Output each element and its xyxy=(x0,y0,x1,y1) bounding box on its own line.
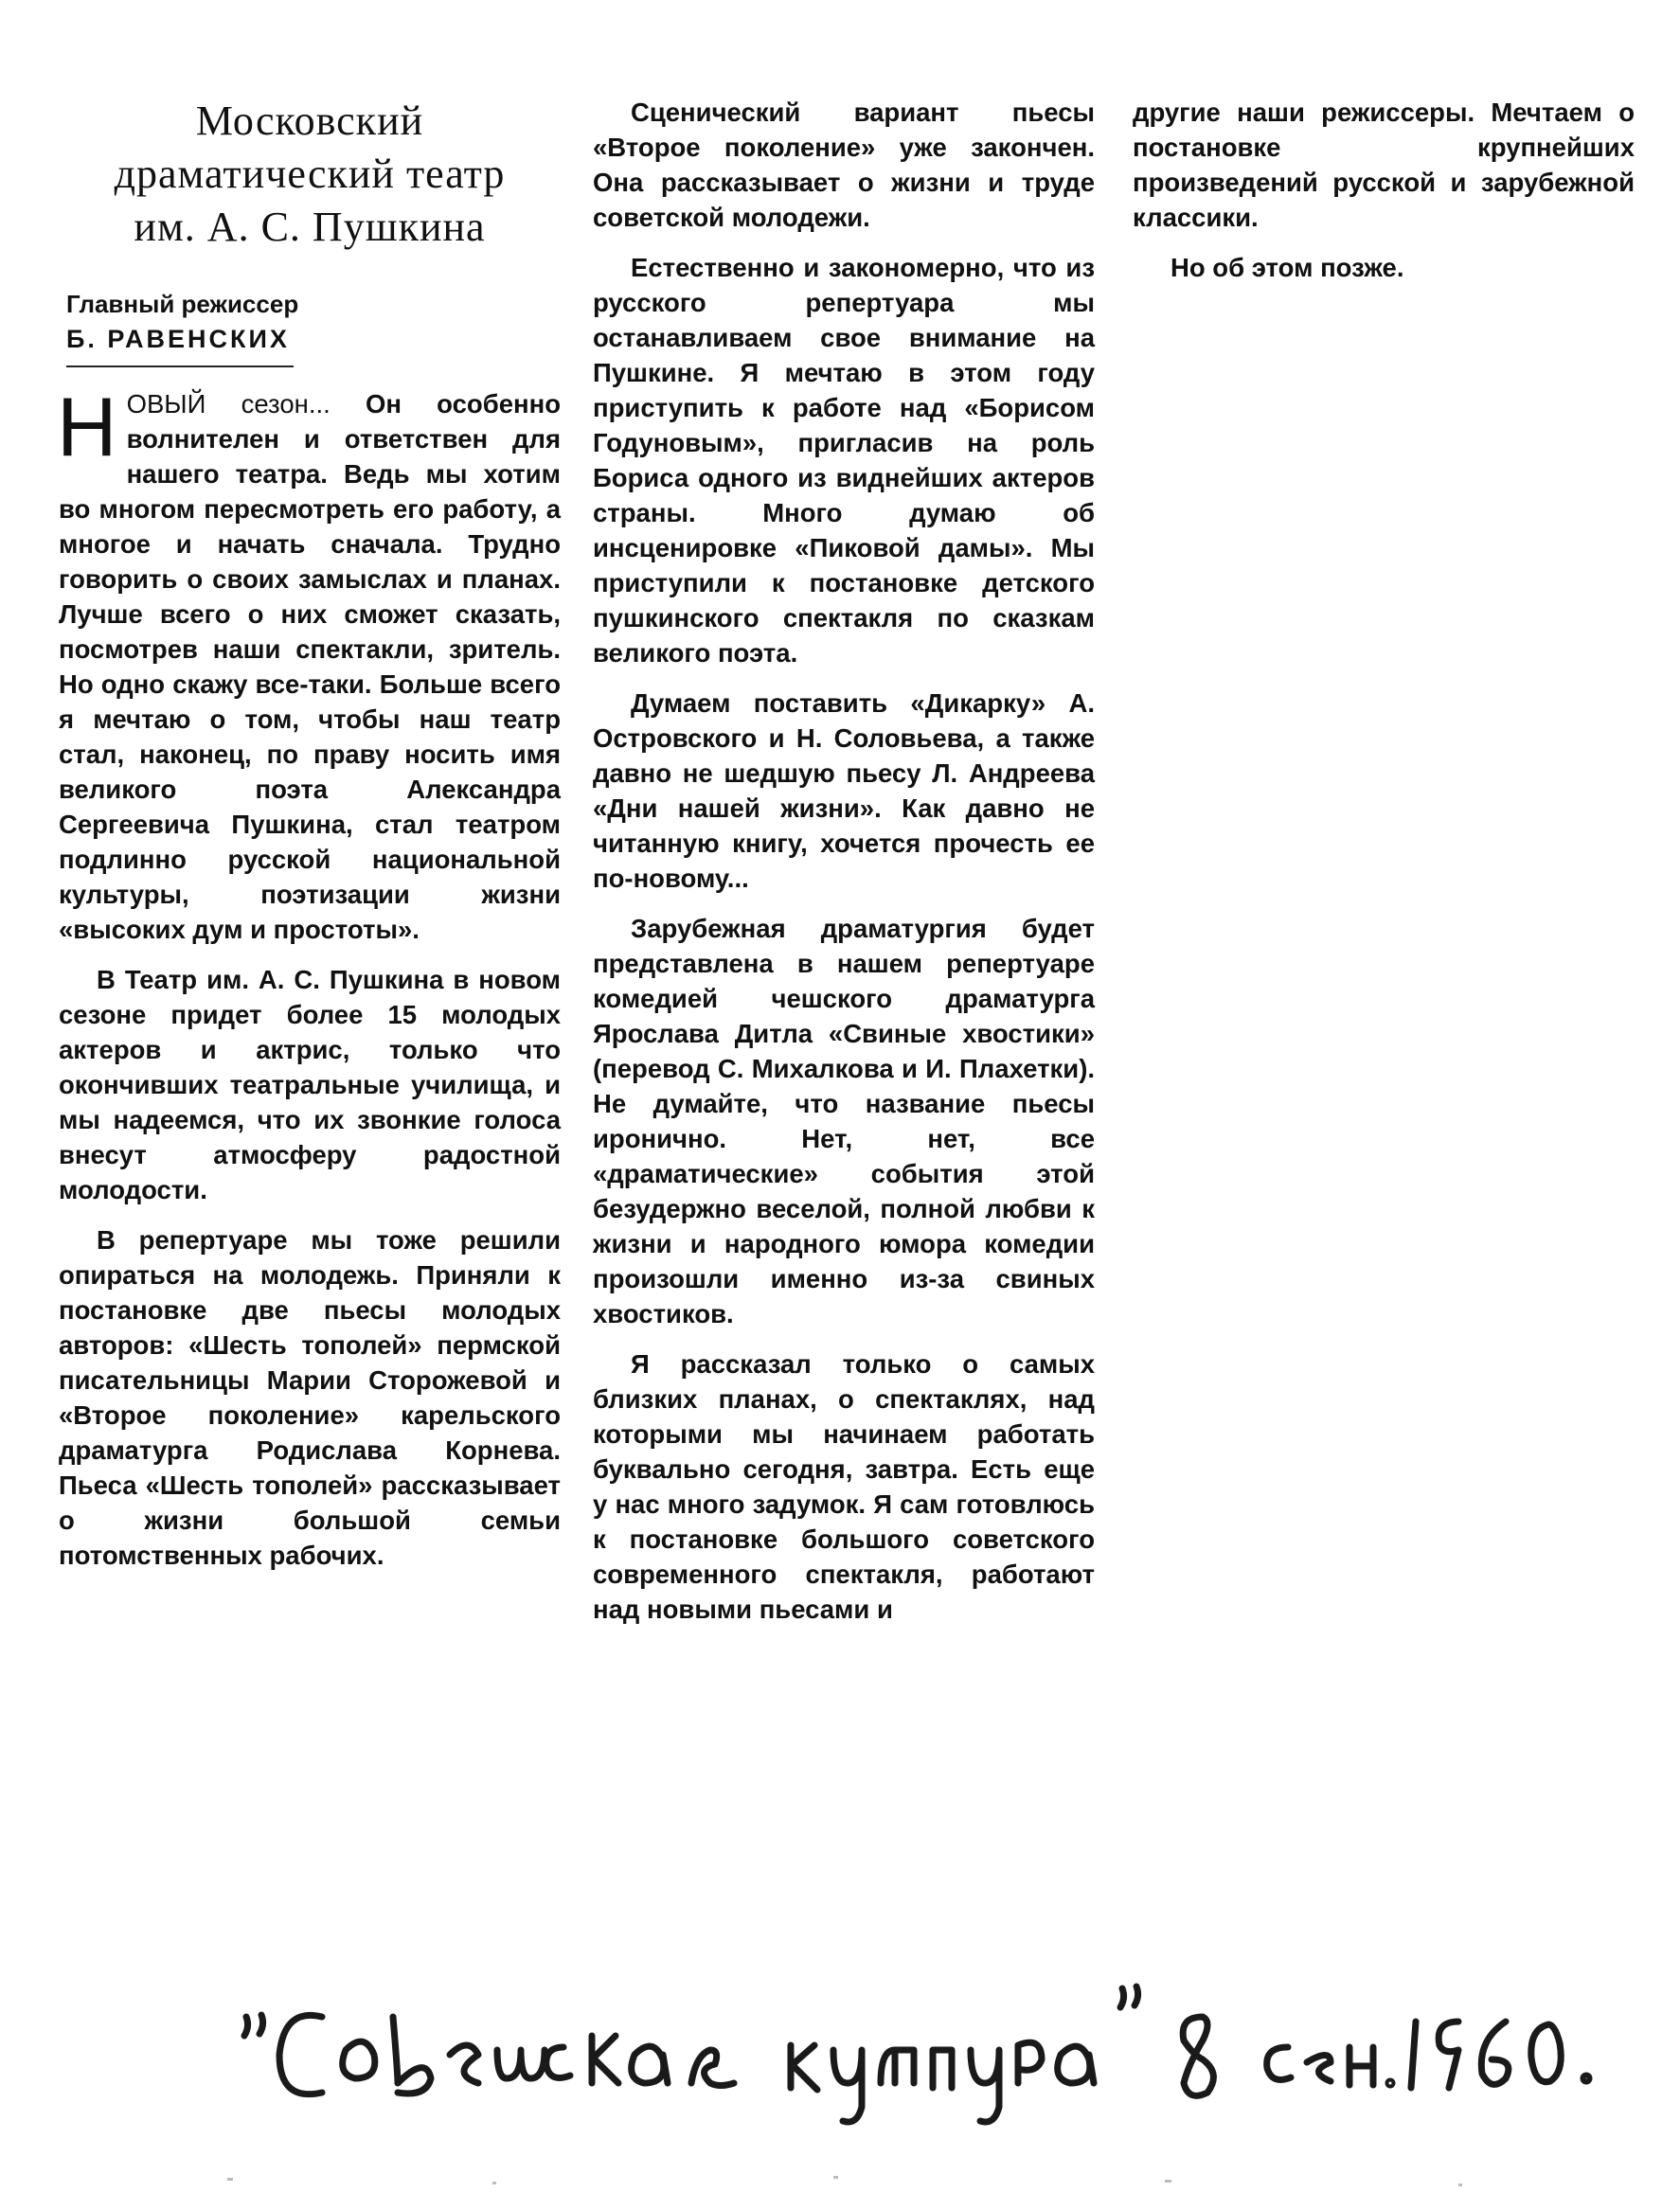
paragraph: Сценический вариант пьесы «Второе поколение» уже закончен. Она рассказывает о жизни и труде советской молодежи. xyxy=(593,98,1095,232)
paragraph: другие наши режиссеры. Мечтаем о постановке крупнейших произведений русской и зарубежной классики. xyxy=(1133,98,1635,232)
lead-text: Он особенно волнителен и ответствен для нашего театра. Ведь мы хотим во многом пересмотреть его работу, а многое и начать сначала. Трудно говорить о своих замыслах и планах. Лучше всего о них сможет сказать, посмотрев наши спектакли, зритель. Но одно скажу все-таки. Больше всего я мечтаю о том, чтобы наш театр стал, наконец, по праву носить имя великого поэта Александра Сергеевича Пушкина, стал театром подлинно русской национальной культуры, поэтизации жизни «высоких дум и простоты». xyxy=(59,389,562,944)
title-line: драматический театр xyxy=(114,151,506,197)
byline-divider xyxy=(66,365,294,367)
paragraph: Думаем поставить «Дикарку» А. Островского и Н. Соловьева, а также давно не шедшую пьесу Л. Андреева «Дни нашей жизни». Как давно не читанную книгу, хочется прочесть ее по-новому... xyxy=(593,688,1095,893)
drop-cap: Н xyxy=(57,380,117,473)
lead-start: ОВЫЙ сезон... xyxy=(126,389,331,419)
handwritten-source-note xyxy=(237,1979,1610,2140)
lead-paragraph xyxy=(57,380,562,947)
byline-role: Главный режиссер xyxy=(66,290,299,318)
column-1 xyxy=(59,95,561,1588)
column-2 xyxy=(593,95,1095,1642)
title-line: Московский xyxy=(195,98,424,144)
column-3 xyxy=(1133,95,1635,300)
title-line: им. А. С. Пушкина xyxy=(134,204,486,250)
article-title xyxy=(59,95,561,254)
paragraph: В репертуаре мы тоже решили опираться на молодежь. Приняли к постановке две пьесы молодых авторов: «Шесть тополей» пермской писательницы Марии Сторожевой и «Второе поколение» карельского драматурга Родислава Корнева. Пьеса «Шесть тополей» рассказывает о жизни большой семьи потомственных рабочих. xyxy=(59,1225,561,1570)
scan-noise xyxy=(0,2168,1680,2197)
paragraph: Естественно и закономерно, что из русского репертуара мы останавливаем свое внимание на Пушкине. Я мечтаю в этом году приступить к работе над «Борисом Годуновым», пригласив на роль Бориса одного из виднейших актеров страны. Много думаю об инсценировке «Пиковой дамы». Мы приступили к постановке детского пушкинского спектакля по сказкам великого поэта. xyxy=(593,253,1095,668)
paragraph: Зарубежная драматургия будет представлена в нашем репертуаре комедией чешского драматурга Ярослава Дитла «Свиные хвостики» (перевод С. Михалкова и И. Плахетки). Не думайте, что название пьесы иронично. Нет, нет, все «драматические» события этой безудержно веселой, полной любви к жизни и народного юмора комедии произошли именно из-за свиных хвостиков. xyxy=(593,914,1095,1328)
paragraph: Я рассказал только о самых близких планах, о спектаклях, над которыми мы начинаем работать буквально сегодня, завтра. Есть еще у нас много задумок. Я сам готовлюсь к постановке большого советского современного спектакля, работают над новыми пьесами и xyxy=(593,1349,1095,1624)
byline-name: Б. РАВЕНСКИХ xyxy=(66,325,290,353)
paragraph: Но об этом позже. xyxy=(1171,253,1404,282)
paragraph: В Театр им. А. С. Пушкина в новом сезоне придет более 15 молодых актеров и актрис, только что окончивших театральные училища, и мы надеемся, что их звонкие голоса внесут атмосферу радостной молодости. xyxy=(59,965,561,1204)
